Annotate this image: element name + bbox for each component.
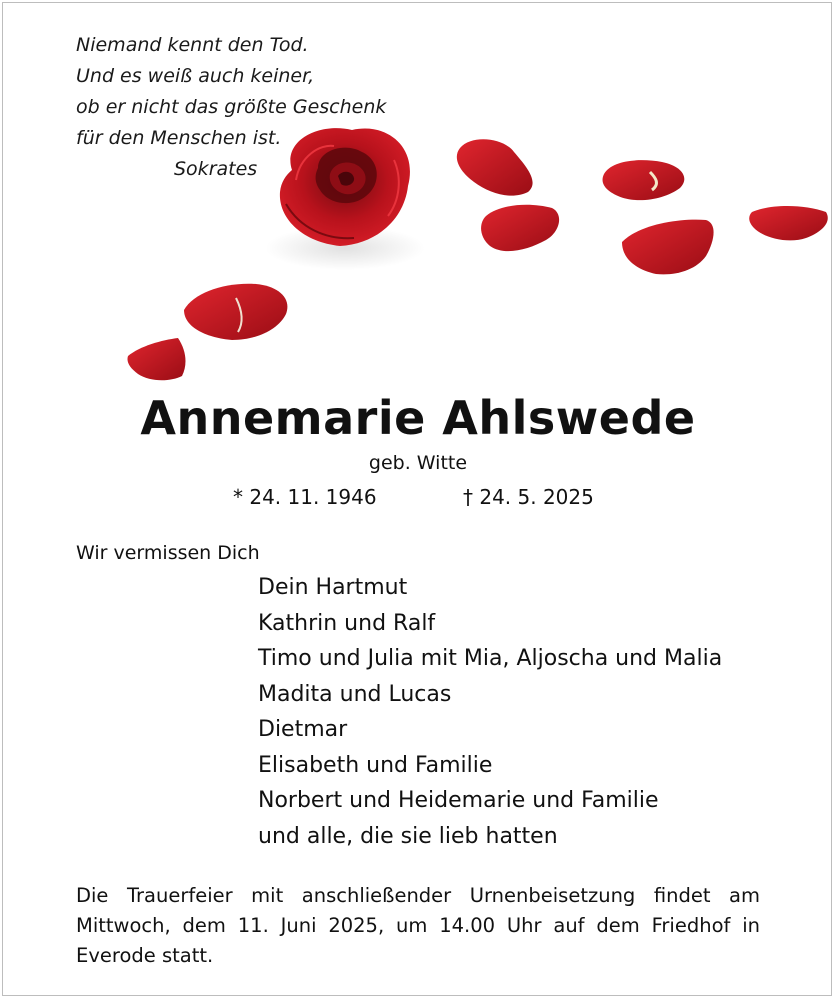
petal-icon [127,338,185,380]
petal-icon [481,205,559,251]
mourners-intro: Wir vermissen Dich [76,542,260,564]
quote-line: ob er nicht das größte Geschenk [76,96,387,118]
petal-icon [184,284,287,340]
birth-date: * 24. 11. 1946 [233,485,377,509]
rose-and-petals-image [0,120,836,390]
maiden-name: geb. Witte [368,452,468,474]
mourner-name: und alle, die sie lieb hatten [258,823,558,849]
mourner-name: Norbert und Heidemarie und Familie [258,788,659,813]
petal-icon [622,220,714,275]
mourner-name: Madita und Lucas [258,681,452,707]
petal-icon [457,139,533,195]
quote-author: Sokrates [174,158,258,180]
mourner-name: Dietmar [258,717,348,742]
mourner-name: Kathrin und Ralf [258,610,436,636]
petal-icon [749,206,828,240]
rose-icon [265,128,425,270]
mourner-name: Timo und Julia mit Mia, Aljoscha und Malia [258,646,723,671]
petal-icon [603,160,685,200]
quote-line: für den Menschen ist. [76,127,282,149]
mourner-name: Elisabeth und Familie [258,752,493,778]
deceased-name: Annemarie Ahlswede [140,391,696,445]
quote-line: Und es weiß auch keiner, [76,65,315,87]
death-date: † 24. 5. 2025 [463,485,594,509]
funeral-notice: Die Trauerfeier mit anschließender Urnenbeisetzung findet am Mittwoch, dem 11. Juni 2025, um 14.00 Uhr auf dem Friedhof in Everode statt. [76,884,760,967]
quote-line: Niemand kennt den Tod. [76,34,309,56]
mourner-name: Dein Hartmut [258,575,408,600]
mourners-list [258,570,722,854]
